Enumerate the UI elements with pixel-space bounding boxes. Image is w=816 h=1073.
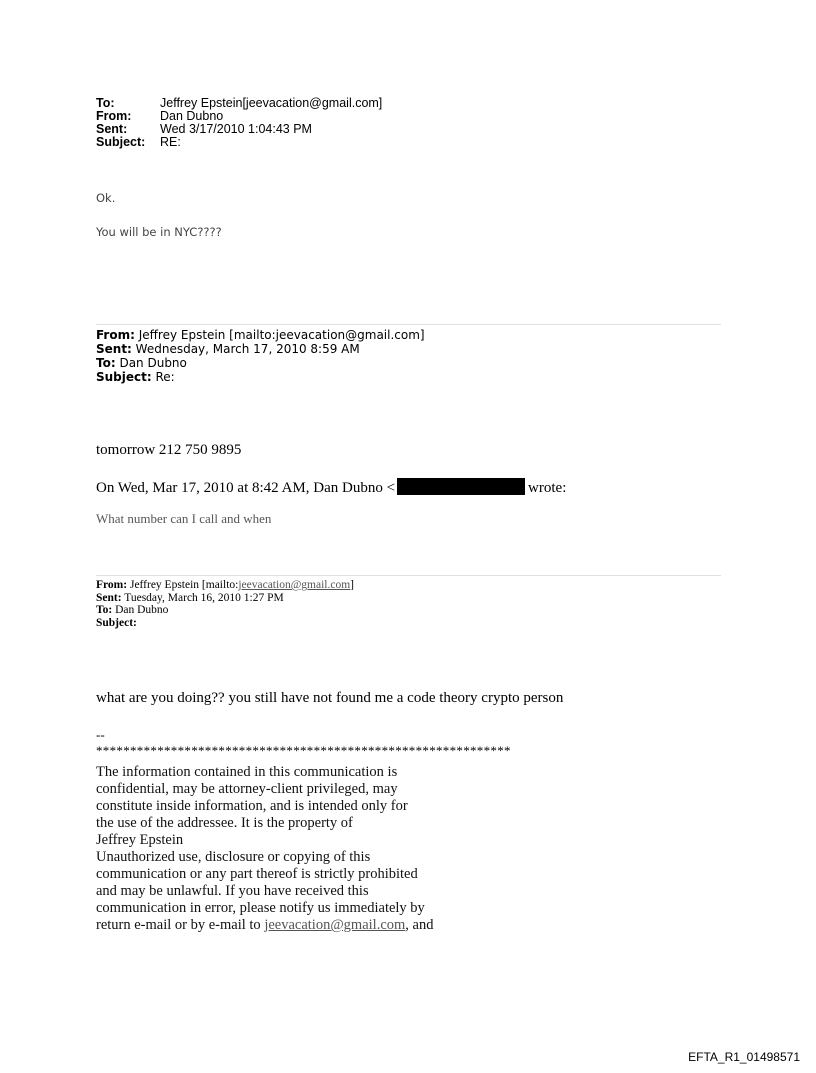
- quoted1-sent-value: Wednesday, March 17, 2010 8:59 AM: [131, 342, 360, 356]
- disclaimer-line: The information contained in this communication is: [96, 764, 398, 780]
- disclaimer-line: communication or any part thereof is strictly prohibited: [96, 866, 418, 882]
- disclaimer-line: confidential, may be attorney-client privileged, may: [96, 781, 398, 797]
- quoted-header-2: [96, 579, 354, 629]
- quoted1-sent-label: Sent:: [96, 342, 132, 356]
- wrote-suffix: wrote:: [528, 480, 567, 496]
- disclaimer-email-link[interactable]: jeevacation@gmail.com: [264, 917, 406, 933]
- disclaimer-line: constitute inside information, and is intended only for: [96, 798, 408, 814]
- signature-dashes: --: [96, 727, 105, 742]
- quoted2-subject-row: [96, 617, 354, 630]
- header-sent-label: Sent:: [96, 122, 128, 136]
- quoted2-sent-value: Tuesday, March 16, 2010 1:27 PM: [121, 591, 284, 604]
- redaction-box: [397, 478, 525, 495]
- disclaimer-last-prefix: return e-mail or by e-mail to: [96, 917, 265, 933]
- quoted2-to-row: [96, 604, 354, 617]
- disclaimer-last-line: [96, 917, 433, 934]
- header-subject-row: [96, 136, 382, 149]
- quoted2-body: what are you doing?? you still have not found me a code theory crypto person: [96, 690, 564, 706]
- header-subject-label: Subject:: [96, 135, 146, 149]
- header-from-label: From:: [96, 109, 132, 123]
- document-id: EFTA_R1_01498571: [688, 1050, 800, 1064]
- header-sent-value: Wed 3/17/2010 1:04:43 PM: [160, 122, 312, 136]
- wrote-prefix: On Wed, Mar 17, 2010 at 8:42 AM, Dan Dubno <: [96, 480, 396, 496]
- disclaimer: [96, 764, 433, 934]
- quoted1-from-value: Jeffrey Epstein [mailto:jeevacation@gmail.com]: [134, 328, 425, 342]
- header-to-row: [96, 97, 382, 110]
- quoted1-subject-row: [96, 370, 425, 384]
- reply-line-nyc: You will be in NYC????: [96, 225, 222, 239]
- header-subject-value: RE:: [160, 135, 181, 149]
- quoted1-from-label: From:: [96, 328, 135, 342]
- disclaimer-line: and may be unlawful. If you have received this: [96, 883, 369, 899]
- quoted2-sent-label: Sent:: [96, 591, 122, 604]
- quoted1-subject-value: Re:: [151, 370, 175, 384]
- quoted1-to-label: To:: [96, 356, 116, 370]
- quoted1-to-row: [96, 356, 425, 370]
- quoted2-from-label: From:: [96, 579, 128, 591]
- header-to-value: Jeffrey Epstein[jeevacation@gmail.com]: [160, 96, 383, 110]
- quoted2-to-label: To:: [96, 604, 113, 616]
- quoted1-subject-label: Subject:: [96, 370, 152, 384]
- quoted2-email-link[interactable]: jeevacation@gmail.com: [238, 579, 351, 591]
- disclaimer-last-suffix: , and: [405, 917, 434, 933]
- quoted1-from-row: [96, 328, 425, 342]
- divider: [96, 324, 721, 325]
- quoted2-subject-label: Subject:: [96, 616, 137, 629]
- header-from-value: Dan Dubno: [160, 109, 224, 123]
- quoted2-from-close: ]: [350, 579, 354, 591]
- divider: [96, 575, 721, 576]
- quoted1-wrote-line: [96, 478, 566, 497]
- quoted-header-1: [96, 328, 425, 384]
- disclaimer-line: Jeffrey Epstein: [96, 832, 184, 848]
- quoted1-to-value: Dan Dubno: [115, 356, 187, 370]
- quoted2-from-row: [96, 579, 354, 592]
- email-header: [96, 97, 382, 149]
- header-to-label: To:: [96, 96, 115, 110]
- quoted2-to-value: Dan Dubno: [112, 604, 169, 616]
- disclaimer-line: communication in error, please notify us immediately by: [96, 900, 425, 916]
- reply-line-ok: Ok.: [96, 191, 116, 205]
- signature-stars: *************************************************************: [96, 743, 511, 758]
- quoted2-sent-row: [96, 592, 354, 605]
- quoted1-body: tomorrow 212 750 9895: [96, 442, 242, 458]
- disclaimer-line: Unauthorized use, disclosure or copying of this: [96, 849, 371, 865]
- disclaimer-line: the use of the addressee. It is the property of: [96, 815, 353, 831]
- quoted1-question: What number can I call and when: [96, 511, 272, 526]
- quoted2-from-value: Jeffrey Epstein [mailto:: [127, 579, 239, 591]
- quoted1-sent-row: [96, 342, 425, 356]
